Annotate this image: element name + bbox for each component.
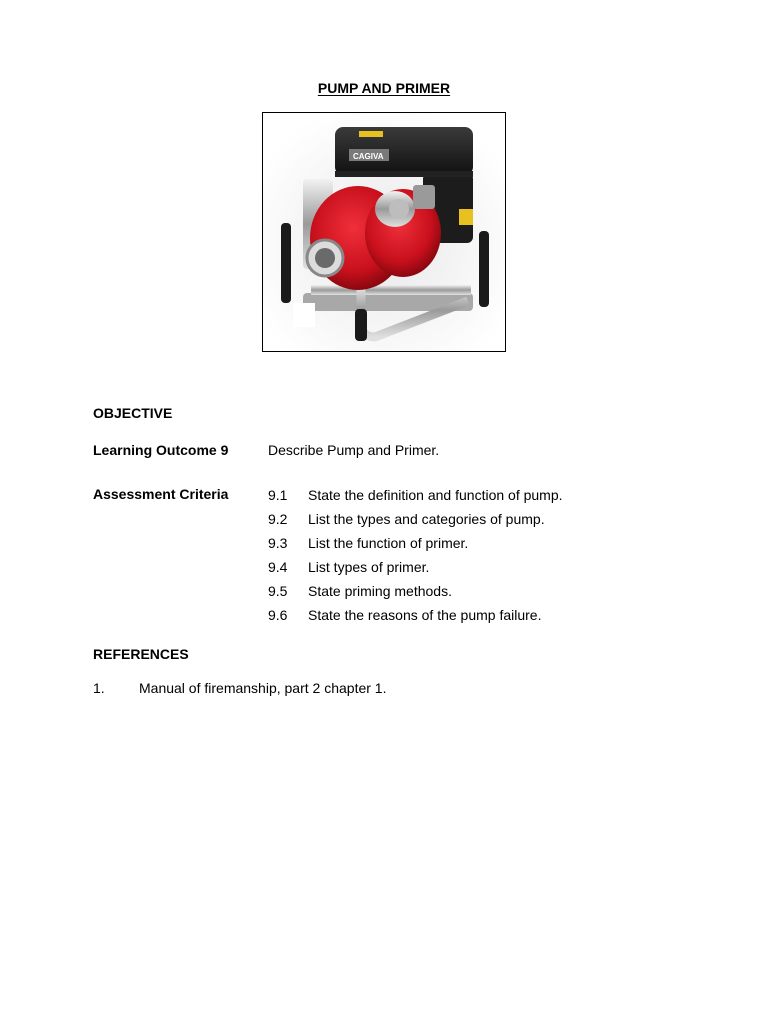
criteria-text: List the types and categories of pump. bbox=[308, 511, 545, 527]
svg-text:CAGIVA: CAGIVA bbox=[353, 152, 384, 161]
learning-outcome-text: Describe Pump and Primer. bbox=[268, 442, 440, 458]
objective-heading: OBJECTIVE bbox=[93, 405, 173, 421]
criteria-text: State priming methods. bbox=[308, 583, 452, 599]
criteria-number: 9.4 bbox=[268, 559, 288, 575]
criteria-number: 9.6 bbox=[268, 607, 288, 623]
criteria-text: State the definition and function of pump. bbox=[308, 487, 563, 503]
reference-text: Manual of firemanship, part 2 chapter 1. bbox=[139, 680, 387, 696]
pump-photo bbox=[262, 112, 506, 352]
criteria-text: List types of primer. bbox=[308, 559, 430, 575]
assessment-criteria-label: Assessment Criteria bbox=[93, 486, 229, 502]
references-heading: REFERENCES bbox=[93, 646, 189, 662]
criteria-number: 9.2 bbox=[268, 511, 288, 527]
criteria-number: 9.1 bbox=[268, 487, 288, 503]
criteria-text: List the function of primer. bbox=[308, 535, 469, 551]
page-title: PUMP AND PRIMER bbox=[317, 80, 451, 96]
criteria-number: 9.3 bbox=[268, 535, 288, 551]
reference-number: 1. bbox=[93, 680, 105, 696]
learning-outcome-label: Learning Outcome 9 bbox=[93, 442, 229, 458]
criteria-text: State the reasons of the pump failure. bbox=[308, 607, 542, 623]
criteria-number: 9.5 bbox=[268, 583, 288, 599]
fire-pump-photo-icon bbox=[263, 113, 505, 351]
